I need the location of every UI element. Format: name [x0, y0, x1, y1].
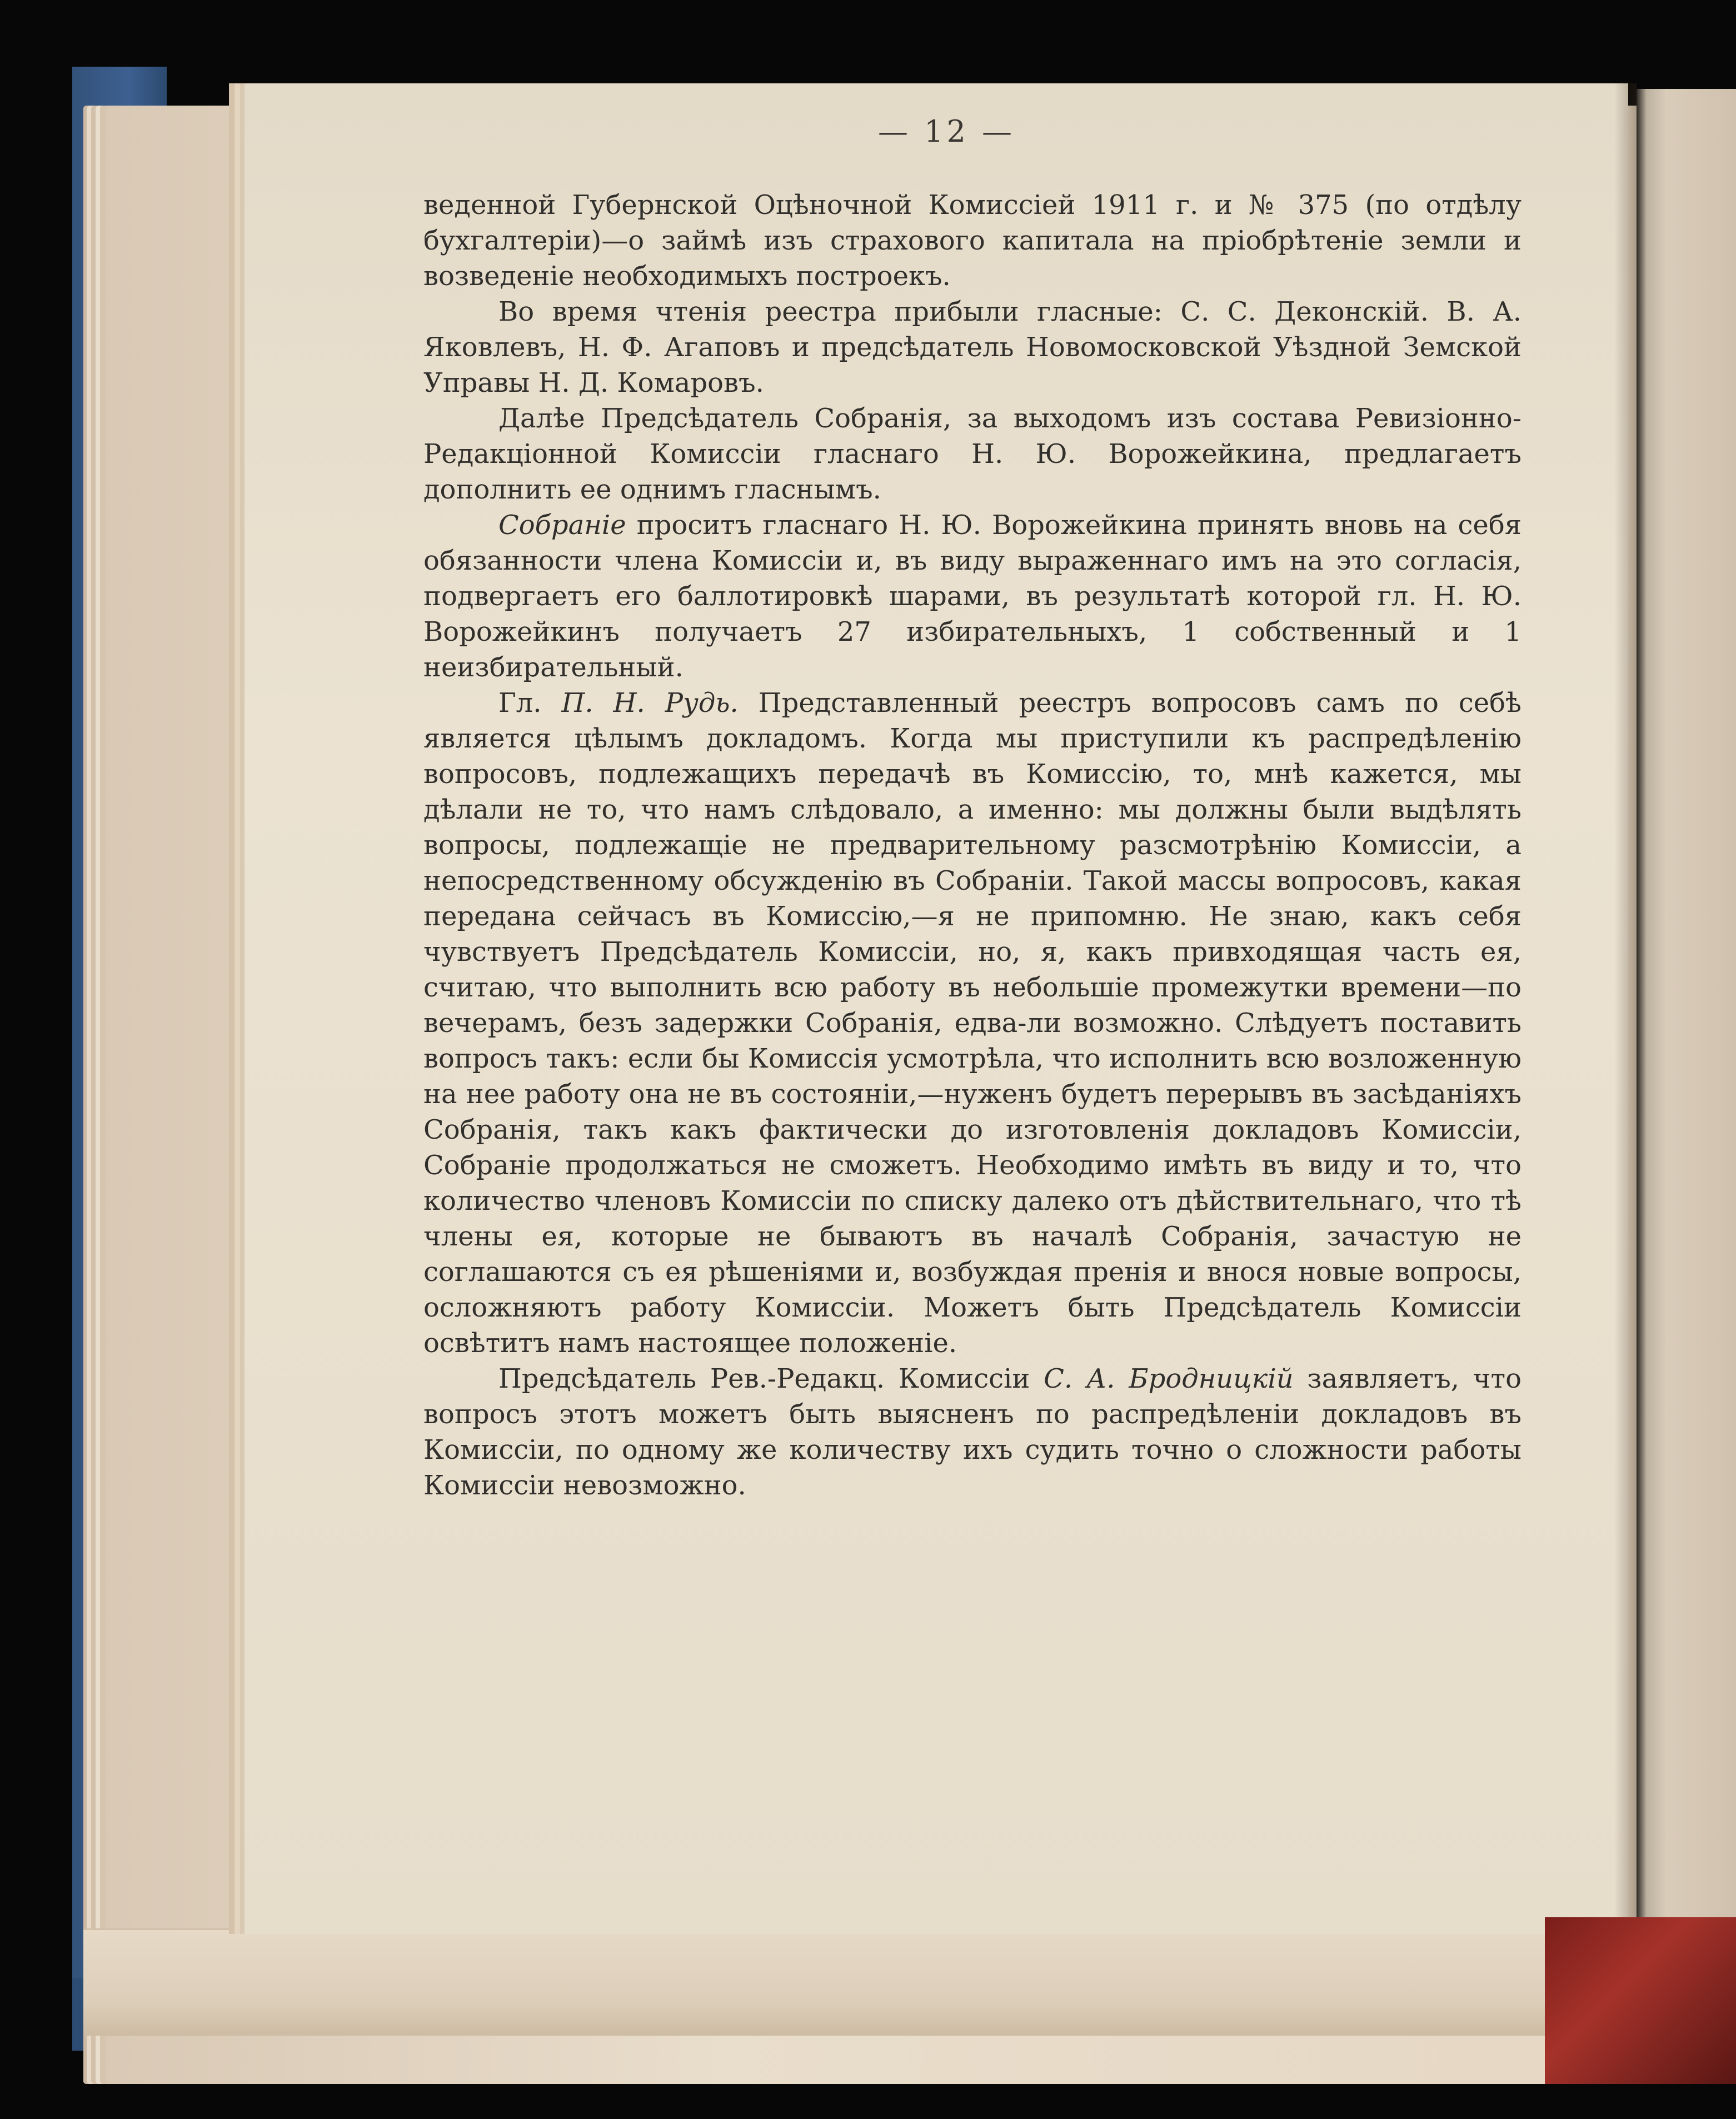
text-run: Во время чтенія реестра прибыли гласные: С. С. Деконскій. В. А. Яковлевъ, Н. Ф. Агаповъ и предсѣдатель Новомосковской Уѣздной Земской Управы Н. Д. Комаровъ. — [423, 296, 1522, 398]
paragraph-1 — [423, 187, 1522, 294]
page-number: — 12 — — [878, 114, 1016, 149]
body-text — [423, 187, 1522, 1503]
paragraph-3 — [423, 401, 1522, 507]
text-run-italic: С. А. Бродницкій — [1044, 1363, 1294, 1394]
paragraph-5 — [423, 685, 1522, 1361]
text-run: Предсѣдатель Рев.-Редакц. Комиссіи — [498, 1363, 1044, 1394]
paragraph-6 — [423, 1361, 1522, 1503]
page-stack-bottom — [83, 1928, 1562, 2036]
gutter-shadow — [1614, 83, 1637, 1934]
red-binding — [1545, 1917, 1736, 2084]
text-run: Представленный реестръ вопросовъ самъ по себѣ является цѣлымъ докладомъ. Когда мы приступили къ распредѣленію вопросовъ, подлежащихъ передачѣ въ Комиссію, то, мнѣ кажется, мы дѣлали не то, что намъ слѣдовало, а именно: мы должны были выдѣлять вопросы, подлежащіе не предварительному разсмотрѣнію Комиссіи, а непосредственному обсужденію въ Собраніи. Такой массы вопросовъ, какая передана сейчасъ въ Комиссію,—я не припомню. Не знаю, какъ себя чувствуетъ Предсѣдатель Комиссіи, но, я, какъ привходящая часть ея, считаю, что выполнить всю работу въ небольшіе промежутки времени—по вечерамъ, безъ задержки Собранія, едва-ли возможно. Слѣдуетъ поставить вопросъ такъ: если бы Комиссія усмотрѣла, что исполнить всю возложенную на нее работу она не въ состояніи,—нуженъ будетъ перерывъ въ засѣданіяхъ Собранія, такъ какъ фактически до изготовленія докладовъ Комиссіи, Собраніе продолжаться не сможетъ. Необходимо имѣть въ виду и то, что количество членовъ Комиссіи по списку далеко отъ дѣйствительнаго, что тѣ члены ея, которые не бываютъ въ началѣ Собранія, зачастую не соглашаются съ ея рѣшеніями и, возбуждая пренія и внося новые вопросы, осложняютъ работу Комиссіи. Можетъ быть Предсѣдатель Комиссіи освѣтитъ намъ настоящее положеніе. — [423, 687, 1522, 1359]
text-run: Гл. — [498, 687, 562, 719]
facing-page-edge — [1637, 89, 1736, 1928]
paragraph-4 — [423, 507, 1522, 685]
text-run: веденной Губернской Оцѣночной Комиссіей 1911 г. и № 375 (по отдѣлу бухгалтеріи)—о займѣ изъ страхового капитала на пріобрѣтеніе земли и возведеніе необходимыхъ построекъ. — [423, 190, 1522, 292]
text-run: заявляетъ, что вопросъ этотъ можетъ быть выясненъ по распредѣленіи докладовъ въ Комиссіи, по одному же количеству ихъ судить точно о сложности работы Комиссіи невозможно. — [423, 1363, 1522, 1501]
paragraph-2 — [423, 294, 1522, 401]
text-run-italic: П. Н. Рудь. — [561, 687, 739, 719]
text-run-italic: Собраніе — [498, 510, 626, 541]
text-run: Далѣе Предсѣдатель Собранія, за выходомъ изъ состава Ревизіонно-Редакціонной Комиссіи гласнаго Н. Ю. Ворожейкина, предлагаетъ дополнить ее однимъ гласнымъ. — [423, 403, 1522, 505]
text-run: проситъ гласнаго Н. Ю. Ворожейкина принять вновь на себя обязанности члена Комиссіи и, въ виду выраженнаго имъ на это согласія, подвергаетъ его баллотировкѣ шарами, въ результатѣ которой гл. Н. Ю. Ворожейкинъ получаетъ 27 избирательныхъ, 1 собственный и 1 неизбирательный. — [423, 510, 1522, 683]
